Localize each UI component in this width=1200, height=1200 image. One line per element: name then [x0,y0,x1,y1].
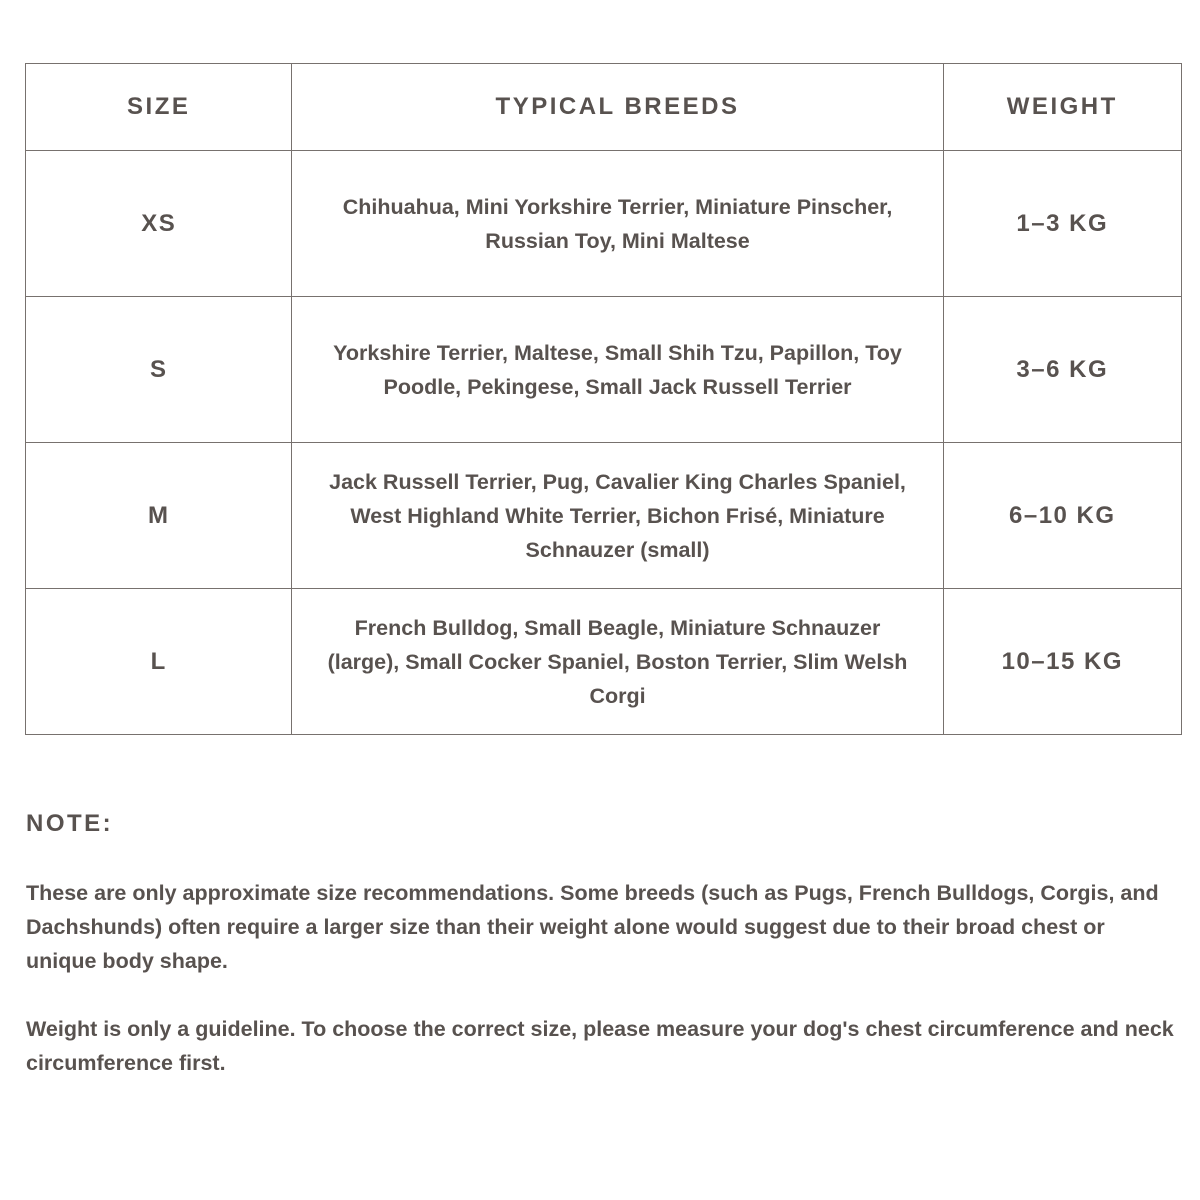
table-row [26,589,1182,735]
table-header-row [26,64,1182,151]
size-chart-table [25,63,1182,735]
table-row [26,151,1182,297]
table-row [26,443,1182,589]
size-cell: M [26,443,292,589]
breeds-cell: Jack Russell Terrier, Pug, Cavalier King Charles Spaniel, West Highland White Terrier, Bichon Frisé, Miniature Schnauzer (small) [292,443,943,589]
size-cell: L [26,589,292,735]
note-paragraph: These are only approximate size recommendations. Some breeds (such as Pugs, French Bulldogs, Corgis, and Dachshunds) often require a larger size than their weight alone would suggest due to their broad chest or unique body shape. [26,881,1159,973]
size-cell: S [26,297,292,443]
header-size: SIZE [26,64,292,151]
breeds-cell: Chihuahua, Mini Yorkshire Terrier, Miniature Pinscher, Russian Toy, Mini Maltese [292,151,943,297]
weight-cell: 3–6 KG [943,297,1181,443]
note-paragraph: Weight is only a guideline. To choose the correct size, please measure your dog's chest circumference and neck circumference first. [26,1017,1174,1075]
table-row [26,297,1182,443]
header-weight: WEIGHT [943,64,1181,151]
weight-cell: 10–15 KG [943,589,1181,735]
weight-cell: 1–3 KG [943,151,1181,297]
weight-cell: 6–10 KG [943,443,1181,589]
size-cell: XS [26,151,292,297]
breeds-cell: Yorkshire Terrier, Maltese, Small Shih Tzu, Papillon, Toy Poodle, Pekingese, Small Jack Russell Terrier [292,297,943,443]
header-typical-breeds: TYPICAL BREEDS [292,64,943,151]
breeds-cell: French Bulldog, Small Beagle, Miniature Schnauzer (large), Small Cocker Spaniel, Boston Terrier, Slim Welsh Corgi [292,589,943,735]
note-heading: NOTE: [26,810,114,837]
